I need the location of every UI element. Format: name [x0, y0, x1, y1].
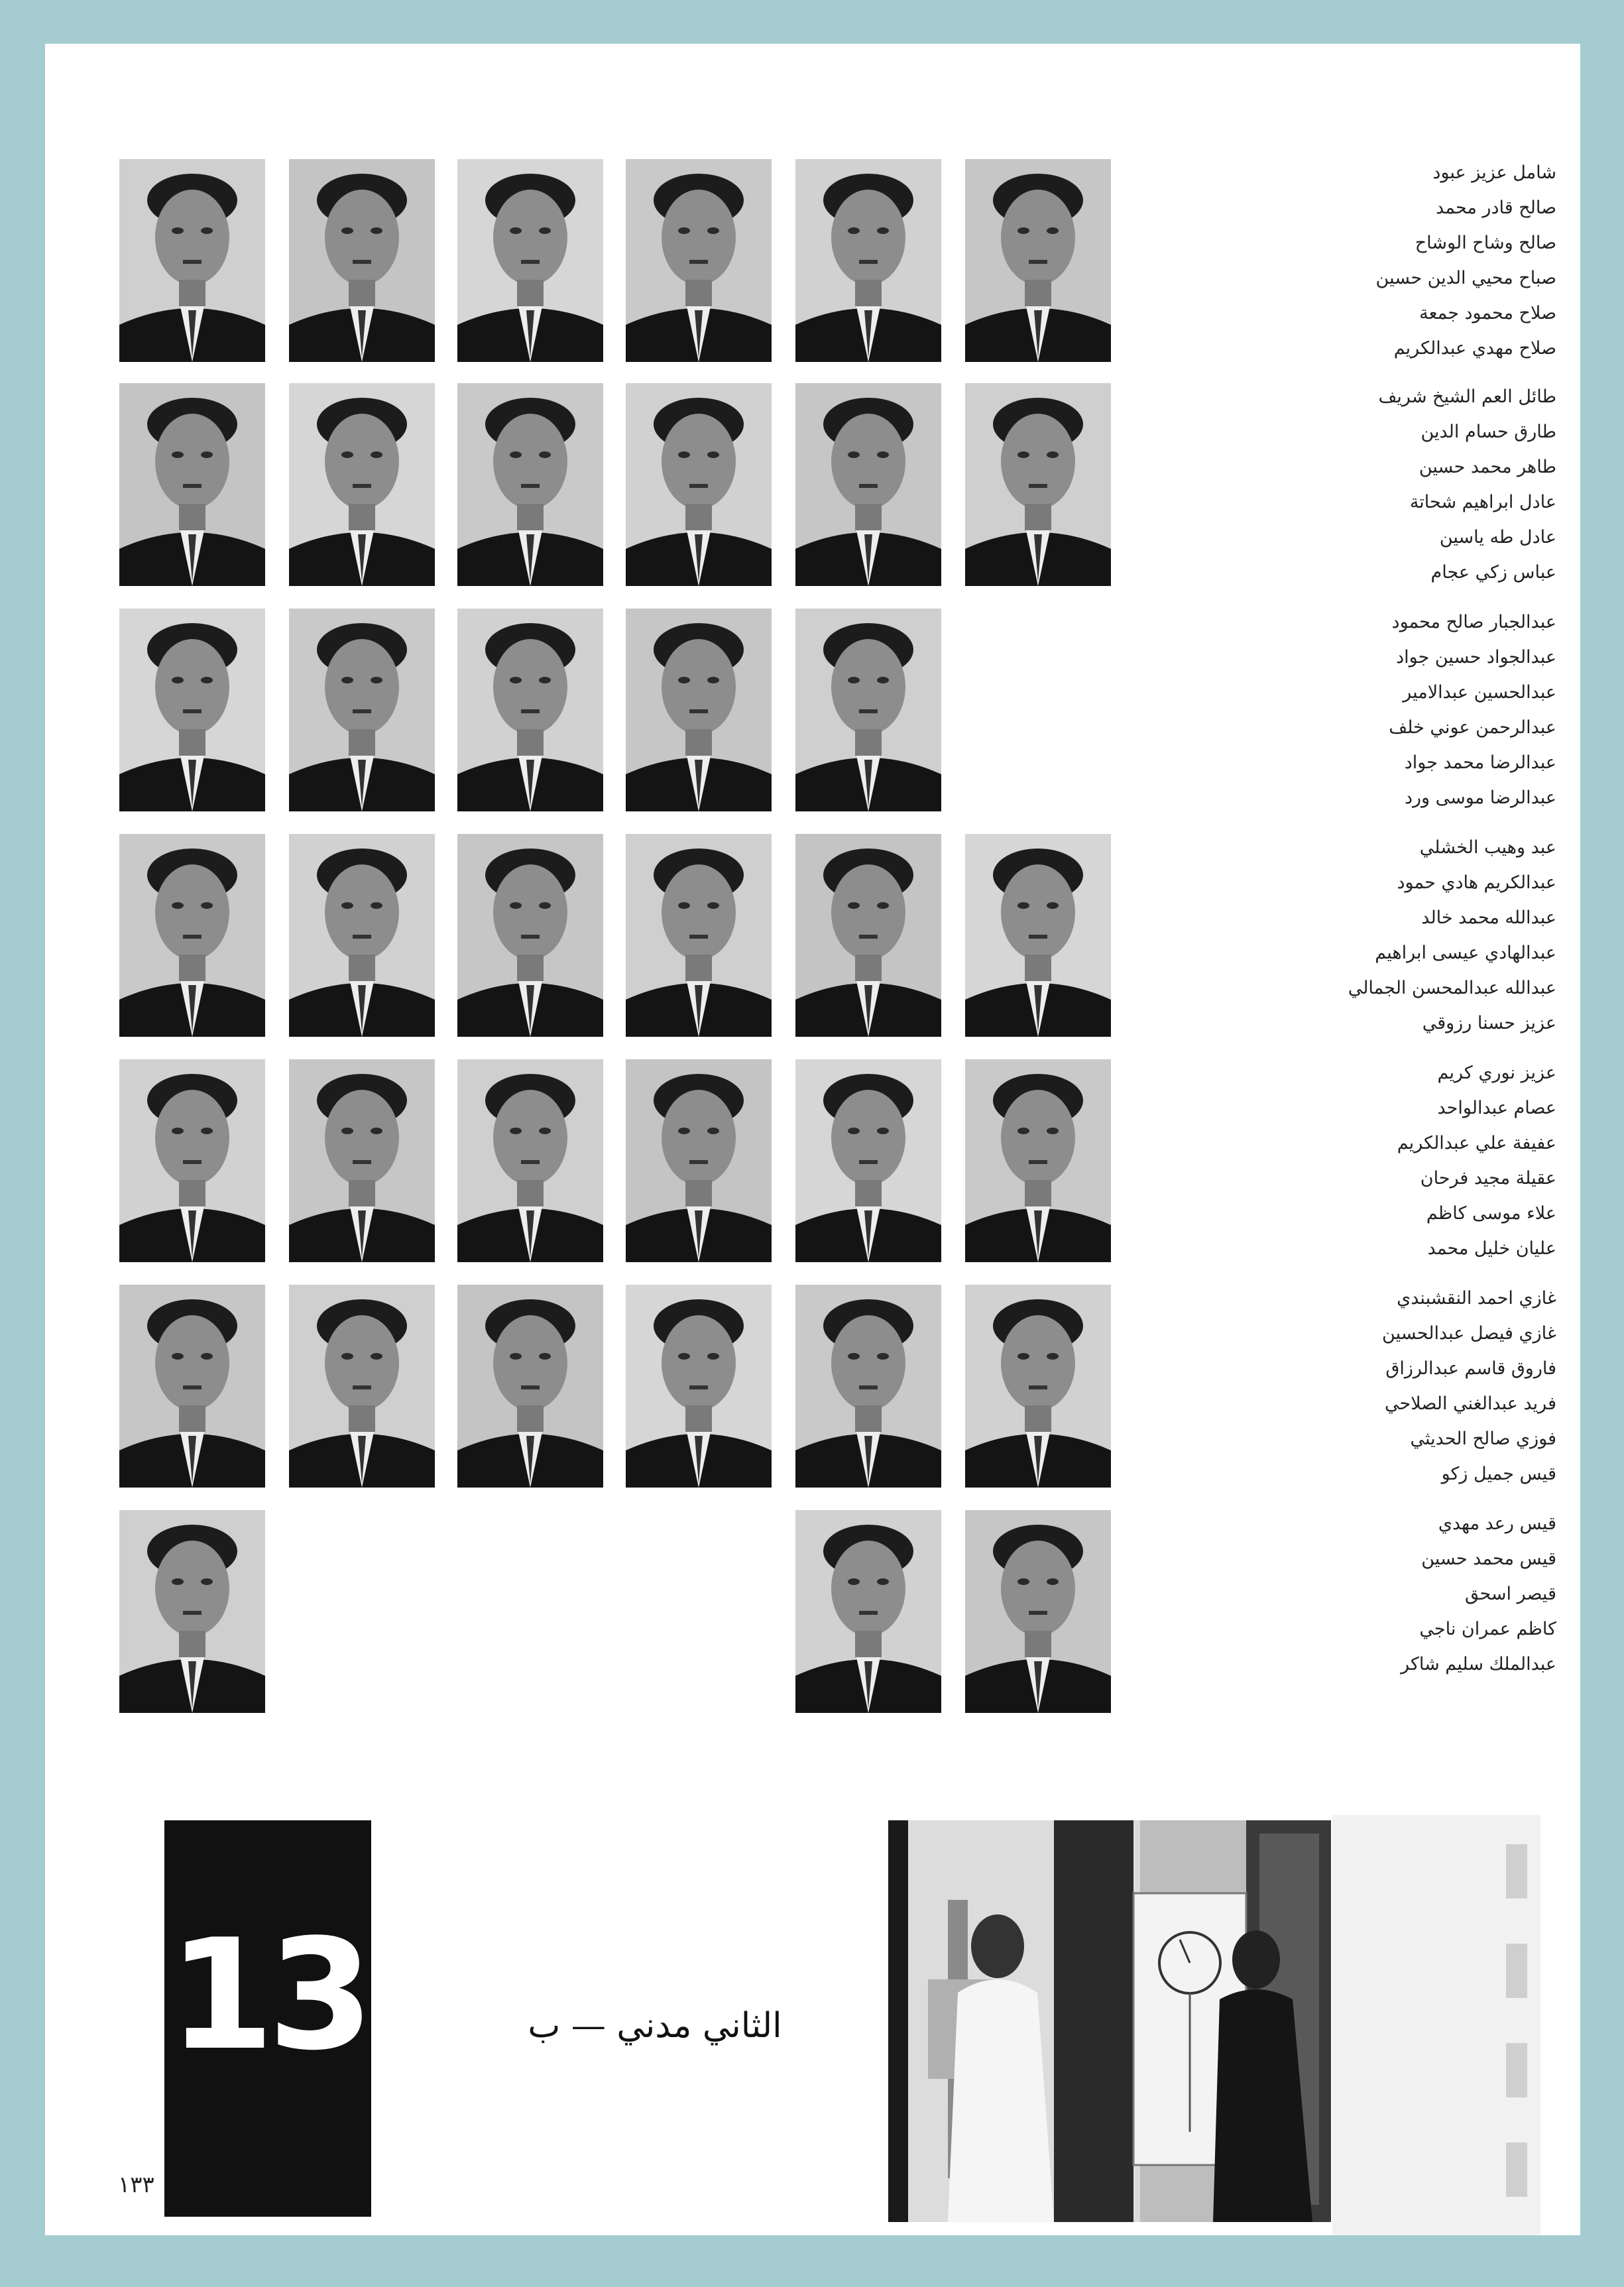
student-name: قيس رعد مهدي: [1438, 1513, 1556, 1534]
student-portrait: [795, 1510, 941, 1713]
student-name: فوزي صالح الحديثي: [1410, 1429, 1556, 1449]
student-name: صالح قادر محمد: [1436, 198, 1556, 218]
student-portrait: [626, 383, 772, 586]
student-portrait: [795, 159, 941, 362]
student-name: عصام عبدالواحد: [1437, 1098, 1556, 1118]
laboratory-photo: [888, 1820, 1331, 2222]
student-portrait: [626, 609, 772, 811]
student-name: عبد وهيب الخشلي: [1419, 837, 1556, 858]
student-portrait: [965, 1059, 1111, 1262]
section-number: 13: [168, 1907, 368, 2084]
student-name: عبدالجبار صالح محمود: [1391, 612, 1556, 632]
student-name: قيس جميل زكو: [1441, 1464, 1556, 1484]
student-portrait: [457, 609, 603, 811]
film-hole: [1506, 2043, 1527, 2097]
student-name: قيصر اسحق: [1464, 1584, 1556, 1604]
student-names-list: [1305, 830, 1556, 1041]
student-portrait: [795, 1059, 941, 1262]
student-portrait: [457, 1285, 603, 1488]
student-portrait: [119, 1285, 265, 1488]
student-name: طاهر محمد حسين: [1419, 457, 1556, 477]
student-name: عباس زكي عجام: [1430, 562, 1556, 583]
student-name: عبدالرحمن عوني خلف: [1389, 717, 1556, 738]
student-portrait: [795, 834, 941, 1037]
student-name: عبدالهادي عيسى ابراهيم: [1375, 943, 1556, 963]
student-name: كاظم عمران ناجي: [1419, 1619, 1556, 1639]
student-name: عبدالملك سليم شاكر: [1401, 1654, 1556, 1674]
section-number-block: [164, 1820, 371, 2217]
student-name: عادل طه ياسين: [1439, 527, 1556, 548]
student-portrait: [626, 1059, 772, 1262]
student-portrait: [289, 1285, 435, 1488]
student-name: عادل ابراهيم شحاتة: [1409, 492, 1556, 512]
student-portrait: [965, 159, 1111, 362]
student-name: عبدالجواد حسين جواد: [1396, 647, 1556, 668]
page-number: ١٣٣: [118, 2172, 154, 2198]
student-names-list: [1305, 1281, 1556, 1492]
yearbook-page: [45, 44, 1580, 2235]
film-strip-border: [1332, 1815, 1540, 2235]
student-portrait: [626, 834, 772, 1037]
student-names-list: [1305, 379, 1556, 590]
student-name: صالح وشاح الوشاح: [1415, 233, 1556, 253]
student-name: عزيز نوري كريم: [1437, 1063, 1556, 1083]
student-portrait: [289, 383, 435, 586]
student-name: غازي احمد النقشبندي: [1397, 1288, 1556, 1309]
student-portrait: [289, 159, 435, 362]
film-hole: [1506, 1844, 1527, 1899]
student-name: غازي فيصل عبدالحسين: [1382, 1323, 1556, 1344]
student-portrait: [289, 1059, 435, 1262]
student-portrait: [457, 159, 603, 362]
film-hole: [1506, 1944, 1527, 1998]
student-name: عبدالكريم هادي حمود: [1397, 872, 1556, 893]
student-portrait: [965, 834, 1111, 1037]
laboratory-photo-image: [888, 1820, 1331, 2222]
student-portrait: [457, 834, 603, 1037]
student-name: فريد عبدالغني الصلاحي: [1385, 1393, 1556, 1414]
student-names-list: [1305, 1506, 1556, 1682]
student-name: عفيفة علي عبدالكريم: [1397, 1133, 1556, 1153]
student-names-list: [1305, 1055, 1556, 1266]
class-title: الثاني مدني — ب: [528, 2006, 782, 2046]
student-name: شامل عزيز عبود: [1432, 162, 1556, 183]
student-name: عقيلة مجيد فرحان: [1420, 1168, 1556, 1189]
student-name: عزيز حسنا رزوقي: [1422, 1013, 1556, 1033]
student-portrait: [289, 609, 435, 811]
student-name: عبدالله عبدالمحسن الجمالي: [1348, 978, 1556, 998]
film-hole: [1506, 2142, 1527, 2197]
student-portrait: [795, 1285, 941, 1488]
student-portrait: [119, 834, 265, 1037]
student-portrait: [119, 159, 265, 362]
student-name: عبدالله محمد خالد: [1421, 908, 1556, 928]
student-name: فاروق قاسم عبدالرزاق: [1385, 1358, 1556, 1379]
student-name: عبدالرضا محمد جواد: [1404, 752, 1556, 773]
student-portrait: [457, 383, 603, 586]
student-name: عبدالحسين عبدالامير: [1403, 682, 1556, 703]
student-portrait: [965, 1285, 1111, 1488]
student-portrait: [119, 609, 265, 811]
student-name: صباح محيي الدين حسين: [1375, 268, 1556, 288]
student-portrait: [795, 383, 941, 586]
student-portrait: [289, 834, 435, 1037]
student-name: علاء موسى كاظم: [1426, 1203, 1556, 1224]
student-portrait: [119, 1510, 265, 1713]
student-name: قيس محمد حسين: [1421, 1549, 1556, 1569]
student-names-list: [1305, 155, 1556, 366]
student-name: صلاح مهدي عبدالكريم: [1393, 338, 1556, 359]
student-name: عليان خليل محمد: [1427, 1238, 1556, 1259]
student-portrait: [965, 1510, 1111, 1713]
student-portrait: [965, 383, 1111, 586]
student-portrait: [795, 609, 941, 811]
student-portrait: [626, 159, 772, 362]
student-names-list: [1305, 605, 1556, 815]
student-name: عبدالرضا موسى ورد: [1404, 788, 1556, 808]
student-name: طارق حسام الدين: [1421, 422, 1556, 442]
student-portrait: [626, 1285, 772, 1488]
student-portrait: [119, 1059, 265, 1262]
student-name: صلاح محمود جمعة: [1419, 303, 1556, 323]
student-portrait: [457, 1059, 603, 1262]
student-name: طائل العم الشيخ شريف: [1378, 386, 1556, 407]
student-portrait: [119, 383, 265, 586]
